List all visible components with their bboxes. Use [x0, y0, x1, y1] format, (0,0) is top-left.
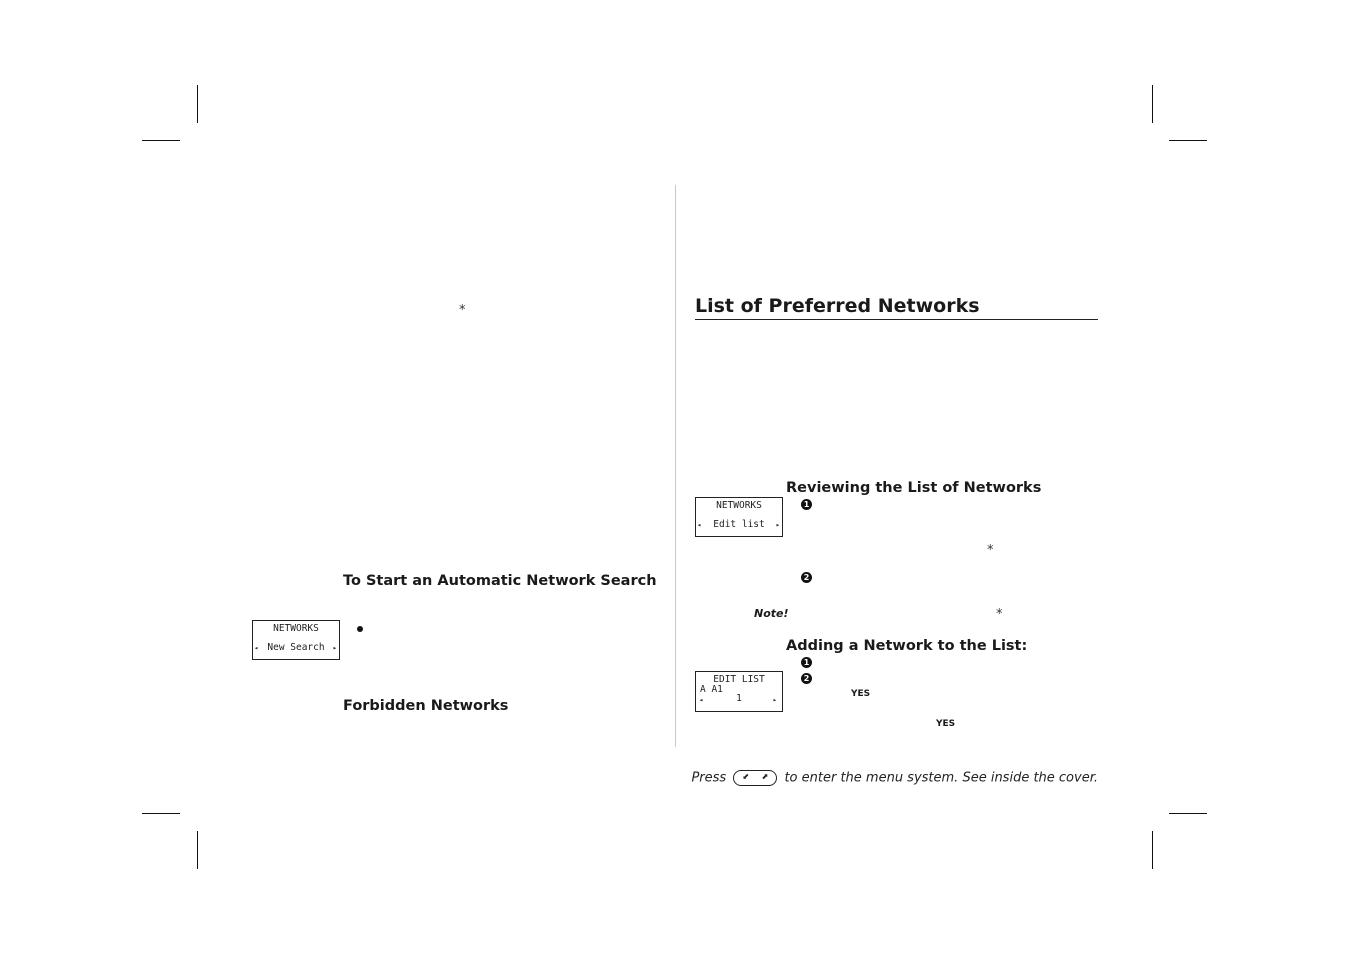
- arrow-right-icon: ⬈: [761, 772, 769, 781]
- lcd-line-1: NETWORKS: [716, 500, 762, 511]
- footer-text-before: Press: [691, 770, 727, 786]
- footer-text-after: to enter the menu system. See inside the cover.: [784, 770, 1098, 786]
- note-label: Note!: [754, 607, 789, 620]
- arrow-left-icon: ◂: [697, 521, 702, 529]
- crop-mark: [142, 140, 180, 141]
- asterisk-mark: *: [987, 543, 994, 558]
- arrow-left-icon: ◂: [699, 696, 704, 704]
- asterisk-mark: *: [459, 303, 466, 318]
- crop-mark: [1152, 831, 1153, 869]
- reviewing-heading: Reviewing the List of Networks: [786, 480, 1042, 496]
- asterisk-mark: *: [996, 607, 1003, 622]
- lcd-edit-list: [695, 671, 783, 712]
- lcd-line-3: 1: [736, 693, 742, 704]
- crop-mark: [197, 85, 198, 123]
- yes-key-label: YES: [936, 719, 956, 729]
- lcd-line-1: NETWORKS: [273, 623, 319, 634]
- footer-instruction: [691, 770, 1098, 787]
- arrow-left-icon: ⬋: [742, 772, 750, 781]
- forbidden-networks-heading: Forbidden Networks: [343, 698, 509, 714]
- lcd-line-2: A A1: [700, 684, 723, 695]
- adding-heading: Adding a Network to the List:: [786, 638, 1028, 654]
- crop-mark: [1169, 140, 1207, 141]
- crop-mark: [142, 813, 180, 814]
- menu-key-icon: [733, 770, 777, 786]
- auto-search-heading: To Start an Automatic Network Search: [343, 573, 657, 589]
- step-number-icon: 1: [801, 499, 812, 510]
- lcd-line-2: New Search: [267, 642, 325, 653]
- step-number-icon: 2: [801, 572, 812, 583]
- arrow-right-icon: ▸: [772, 696, 777, 704]
- arrow-right-icon: ▸: [775, 521, 780, 529]
- step-number-icon: 1: [801, 657, 812, 668]
- arrow-left-icon: ◂: [254, 644, 259, 652]
- step-number-icon: 2: [801, 673, 812, 684]
- lcd-line-2: Edit list: [713, 519, 765, 530]
- crop-mark: [1152, 85, 1153, 123]
- lcd-networks-new-search: [252, 620, 340, 660]
- bullet-icon: [357, 626, 363, 632]
- arrow-right-icon: ▸: [332, 644, 337, 652]
- crop-mark: [1169, 813, 1207, 814]
- lcd-networks-edit-list: [695, 497, 783, 537]
- page-divider: [675, 185, 676, 747]
- yes-key-label: YES: [851, 689, 871, 699]
- lcd-line-1: EDIT LIST: [713, 674, 765, 685]
- crop-mark: [197, 831, 198, 869]
- page-title: List of Preferred Networks: [695, 295, 1098, 320]
